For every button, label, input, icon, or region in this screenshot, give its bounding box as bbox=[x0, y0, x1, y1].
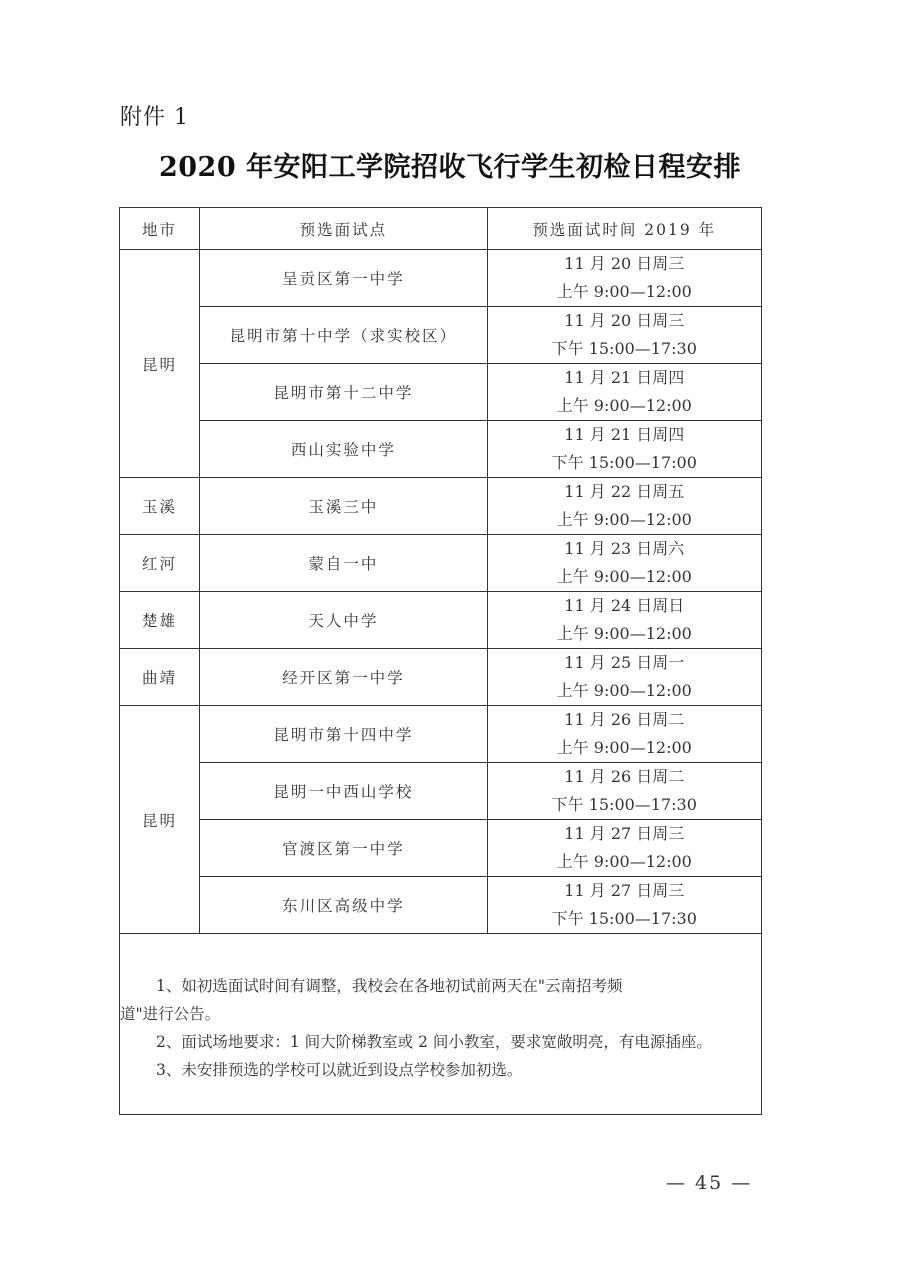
site-cell: 蒙自一中 bbox=[200, 535, 487, 592]
note-2: 2、面试场地要求：1 间大阶梯教室或 2 间小教室，要求宽敞明亮，有电源插座。 bbox=[156, 1033, 712, 1051]
table-row bbox=[120, 478, 762, 535]
document-title: 2020 年安阳工学院招收飞行学生初检日程安排 bbox=[158, 152, 742, 183]
time-text: 上午 9:00—12:00 bbox=[556, 852, 692, 871]
time-cell bbox=[487, 820, 761, 877]
city-cell: 昆明 bbox=[120, 250, 200, 478]
page-number: — 45 — bbox=[666, 1172, 753, 1194]
date-text: 11 月 26 日周二 bbox=[564, 767, 685, 786]
site-cell: 官渡区第一中学 bbox=[200, 820, 487, 877]
time-text: 上午 9:00—12:00 bbox=[556, 282, 692, 301]
site-cell: 昆明市第十中学（求实校区） bbox=[200, 307, 487, 364]
time-cell bbox=[487, 478, 761, 535]
date-text: 11 月 27 日周三 bbox=[564, 881, 685, 900]
date-text: 11 月 24 日周日 bbox=[564, 596, 685, 615]
header-site: 预选面试点 bbox=[200, 208, 487, 250]
time-cell bbox=[487, 649, 761, 706]
date-text: 11 月 22 日周五 bbox=[564, 482, 685, 501]
table-row bbox=[120, 877, 762, 934]
time-text: 下午 15:00—17:30 bbox=[551, 795, 697, 814]
time-text: 上午 9:00—12:00 bbox=[556, 681, 692, 700]
time-text: 下午 15:00—17:30 bbox=[551, 339, 697, 358]
city-cell: 玉溪 bbox=[120, 478, 200, 535]
table-row bbox=[120, 649, 762, 706]
time-cell bbox=[487, 706, 761, 763]
time-text: 上午 9:00—12:00 bbox=[556, 396, 692, 415]
time-text: 上午 9:00—12:00 bbox=[556, 738, 692, 757]
site-cell: 西山实验中学 bbox=[200, 421, 487, 478]
notes-block bbox=[120, 934, 761, 1084]
site-cell: 昆明市第十二中学 bbox=[200, 364, 487, 421]
table-row bbox=[120, 535, 762, 592]
attachment-label: 附件 1 bbox=[120, 105, 189, 130]
schedule-table bbox=[119, 207, 762, 1115]
site-cell: 昆明一中西山学校 bbox=[200, 763, 487, 820]
time-cell bbox=[487, 307, 761, 364]
time-cell bbox=[487, 763, 761, 820]
table-row bbox=[120, 763, 762, 820]
time-text: 上午 9:00—12:00 bbox=[556, 567, 692, 586]
city-cell: 昆明 bbox=[120, 706, 200, 934]
table-row bbox=[120, 706, 762, 763]
site-cell: 呈贡区第一中学 bbox=[200, 250, 487, 307]
site-cell: 昆明市第十四中学 bbox=[200, 706, 487, 763]
time-text: 上午 9:00—12:00 bbox=[556, 510, 692, 529]
table-row bbox=[120, 421, 762, 478]
table-row bbox=[120, 820, 762, 877]
time-cell bbox=[487, 877, 761, 934]
site-cell: 玉溪三中 bbox=[200, 478, 487, 535]
date-text: 11 月 23 日周六 bbox=[564, 539, 685, 558]
site-cell: 经开区第一中学 bbox=[200, 649, 487, 706]
time-text: 下午 15:00—17:00 bbox=[551, 453, 697, 472]
note-1-line-2: 道"进行公告。 bbox=[120, 1005, 221, 1023]
date-text: 11 月 25 日周一 bbox=[564, 653, 685, 672]
time-cell bbox=[487, 250, 761, 307]
city-cell: 曲靖 bbox=[120, 649, 200, 706]
city-cell: 红河 bbox=[120, 535, 200, 592]
time-cell bbox=[487, 535, 761, 592]
header-time: 预选面试时间 2019 年 bbox=[487, 208, 761, 250]
table-row bbox=[120, 250, 762, 307]
date-text: 11 月 20 日周三 bbox=[564, 254, 685, 273]
table-row bbox=[120, 364, 762, 421]
time-cell bbox=[487, 421, 761, 478]
notes-row bbox=[120, 934, 762, 1115]
notes-cell bbox=[120, 934, 762, 1115]
note-1-line-1: 1、如初选面试时间有调整，我校会在各地初试前两天在"云南招考频 bbox=[156, 977, 623, 995]
date-text: 11 月 21 日周四 bbox=[564, 368, 685, 387]
city-cell: 楚雄 bbox=[120, 592, 200, 649]
time-text: 下午 15:00—17:30 bbox=[551, 909, 697, 928]
header-city: 地市 bbox=[120, 208, 200, 250]
site-cell: 东川区高级中学 bbox=[200, 877, 487, 934]
table-header-row bbox=[120, 208, 762, 250]
date-text: 11 月 21 日周四 bbox=[564, 425, 685, 444]
table-row bbox=[120, 307, 762, 364]
note-3: 3、未安排预选的学校可以就近到设点学校参加初选。 bbox=[156, 1061, 523, 1079]
site-cell: 天人中学 bbox=[200, 592, 487, 649]
date-text: 11 月 26 日周二 bbox=[564, 710, 685, 729]
table-row bbox=[120, 592, 762, 649]
time-text: 上午 9:00—12:00 bbox=[556, 624, 692, 643]
date-text: 11 月 20 日周三 bbox=[564, 311, 685, 330]
time-cell bbox=[487, 592, 761, 649]
date-text: 11 月 27 日周三 bbox=[564, 824, 685, 843]
time-cell bbox=[487, 364, 761, 421]
